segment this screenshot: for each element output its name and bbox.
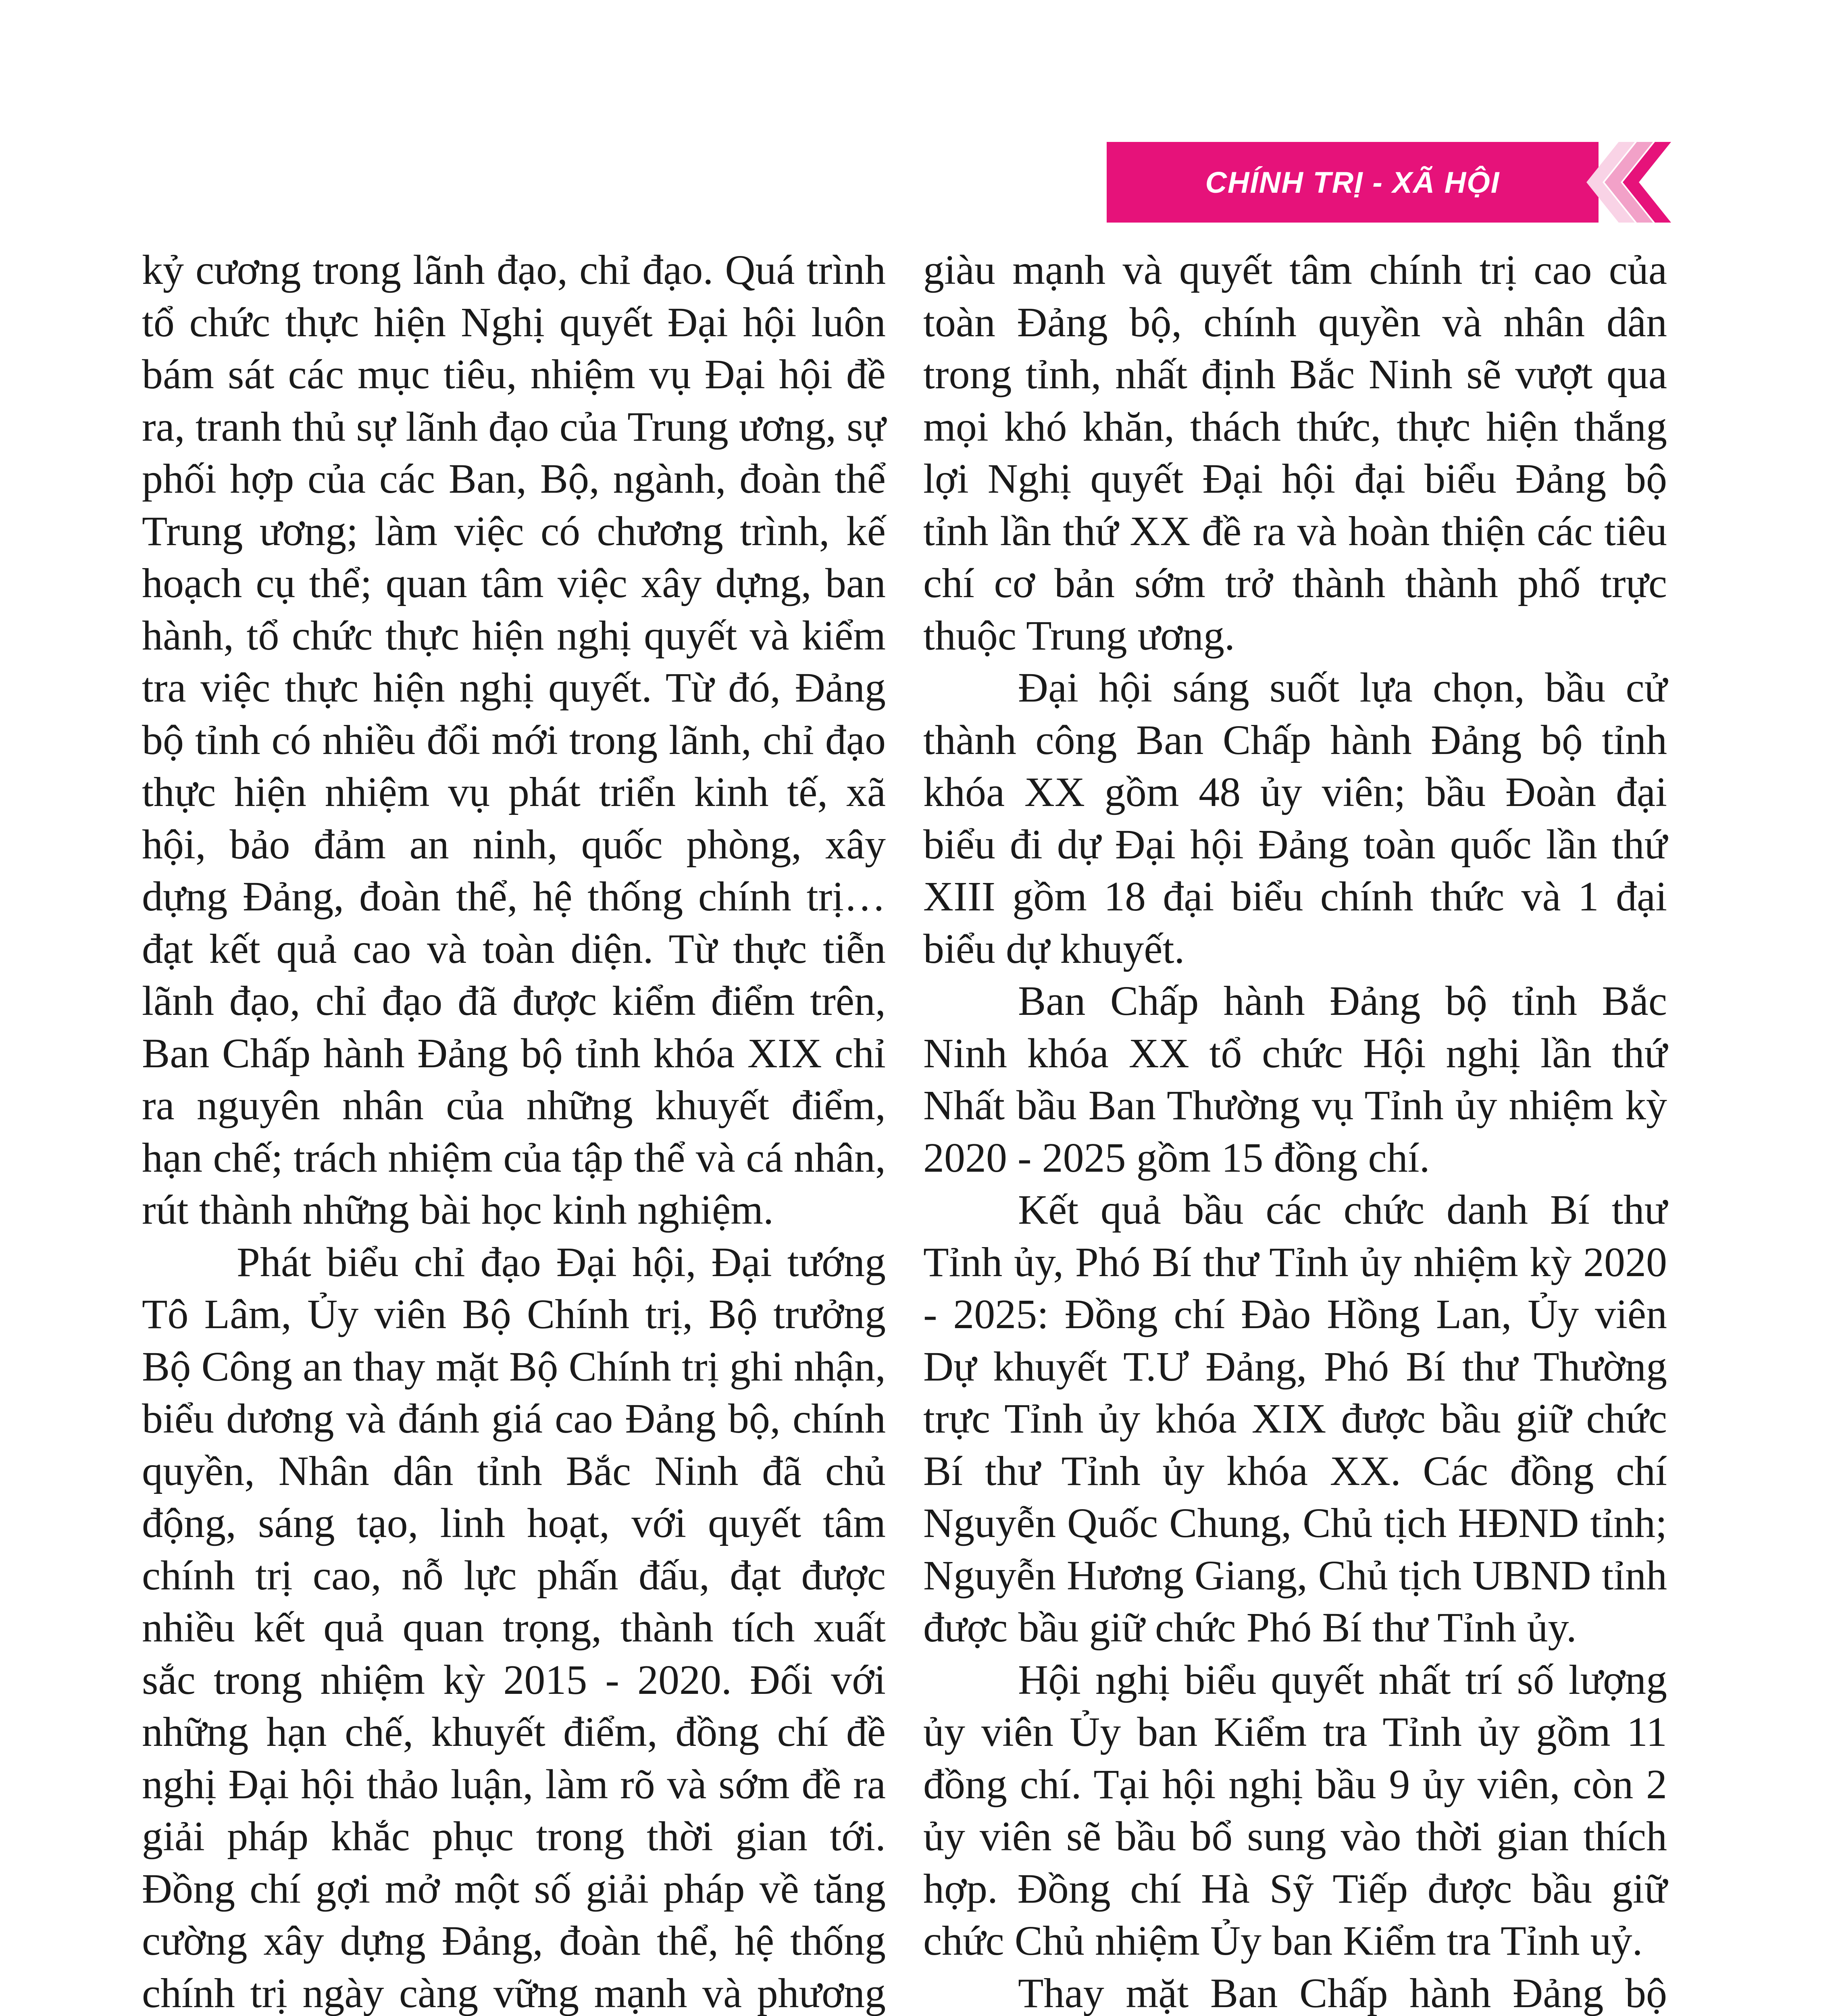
paragraph: Đại hội sáng suốt lựa chọn, bầu cử thành công Ban Chấp hành Đảng bộ tỉnh khóa XX gồm 48 ủy viên; bầu Đoàn đại biểu đi dự Đại hội Đảng toàn quốc lần thứ XIII gồm 18 đại biểu chính thức và 1 đại biểu dự khuyết. <box>923 664 1667 972</box>
paragraph: giàu mạnh và quyết tâm chính trị cao của toàn Đảng bộ, chính quyền và nhân dân trong tỉnh, nhất định Bắc Ninh sẽ vượt qua mọi khó khăn, thách thức, thực hiện thắng lợi Nghị quyết Đại hội đại biểu Đảng bộ tỉnh lần thứ XX đề ra và hoàn thiện các tiêu chí cơ bản sớm trở thành thành phố trực thuộc Trung ương. <box>923 247 1667 659</box>
paragraph: kỷ cương trong lãnh đạo, chỉ đạo. Quá trình tổ chức thực hiện Nghị quyết Đại hội luôn bám sát các mục tiêu, nhiệm vụ Đại hội đề ra, tranh thủ sự lãnh đạo của Trung ương, sự phối hợp của các Ban, Bộ, ngành, đoàn thể Trung ương; làm việc có chương trình, kế hoạch cụ thể; quan tâm việc xây dựng, ban hành, tổ chức thực hiện nghị quyết và kiểm tra việc thực hiện nghị quyết. Từ đó, Đảng bộ tỉnh có nhiều đổi mới trong lãnh, chỉ đạo thực hiện nhiệm vụ phát triển kinh tế, xã hội, bảo đảm an ninh, quốc phòng, xây dựng Đảng, đoàn thể, hệ thống chính trị… đạt kết quả cao và toàn diện. Từ thực tiễn lãnh đạo, chỉ đạo đã được kiểm điểm trên, Ban Chấp hành Đảng bộ tỉnh khóa XIX chỉ ra nguyên nhân của những khuyết điểm, hạn chế; trách nhiệm của tập thể và cá nhân, rút thành những bài học kinh nghiệm. <box>142 247 886 1233</box>
section-banner <box>1107 142 1599 223</box>
section-label: CHÍNH TRỊ - XÃ HỘI <box>1205 165 1500 199</box>
paragraph: Kết quả bầu các chức danh Bí thư Tỉnh ủy, Phó Bí thư Tỉnh ủy nhiệm kỳ 2020 - 2025: Đồng chí Đào Hồng Lan, Ủy viên Dự khuyết T.Ư Đảng, Phó Bí thư Thường trực Tỉnh ủy khóa XIX được bầu giữ chức Bí thư Tỉnh ủy khóa XX. Các đồng chí Nguyễn Quốc Chung, Chủ tịch HĐND tỉnh; Nguyễn Hương Giang, Chủ tịch UBND tỉnh được bầu giữ chức Phó Bí thư Tỉnh ủy. <box>923 1187 1667 1651</box>
article-column-right <box>923 244 1667 2016</box>
chevron-left-icon <box>1576 142 1673 223</box>
paragraph: Ban Chấp hành Đảng bộ tỉnh Bắc Ninh khóa XX tổ chức Hội nghị lần thứ Nhất bầu Ban Thường vụ Tỉnh ủy nhiệm kỳ 2020 - 2025 gồm 15 đồng chí. <box>923 978 1667 1181</box>
article-column-left <box>142 244 886 2016</box>
paragraph: Hội nghị biểu quyết nhất trí số lượng ủy viên Ủy ban Kiểm tra Tỉnh ủy gồm 11 đồng chí. Tại hội nghị bầu 9 ủy viên, còn 2 ủy viên sẽ bầu bổ sung vào thời gian thích hợp. Đồng chí Hà Sỹ Tiếp được bầu giữ chức Chủ nhiệm Ủy ban Kiểm tra Tỉnh uỷ. <box>923 1656 1667 1964</box>
paragraph: Phát biểu chỉ đạo Đại hội, Đại tướng Tô Lâm, Ủy viên Bộ Chính trị, Bộ trưởng Bộ Công an thay mặt Bộ Chính trị ghi nhận, biểu dương và đánh giá cao Đảng bộ, chính quyền, Nhân dân tỉnh Bắc Ninh đã chủ động, sáng tạo, linh hoạt, với quyết tâm chính trị cao, nỗ lực phấn đấu, đạt được nhiều kết quả quan trọng, thành tích xuất sắc trong nhiệm kỳ 2015 - 2020. Đối với những hạn chế, khuyết điểm, đồng chí đề nghị Đại hội thảo luận, làm rõ và sớm đề ra giải pháp khắc phục trong thời gian tới. Đồng chí gợi mở một số giải pháp về tăng cường xây dựng Đảng, đoàn thể, hệ thống chính trị ngày càng vững mạnh và phương <box>142 1239 886 2016</box>
paragraph: Thay mặt Ban Chấp hành Đảng bộ <box>1018 1970 1667 2016</box>
